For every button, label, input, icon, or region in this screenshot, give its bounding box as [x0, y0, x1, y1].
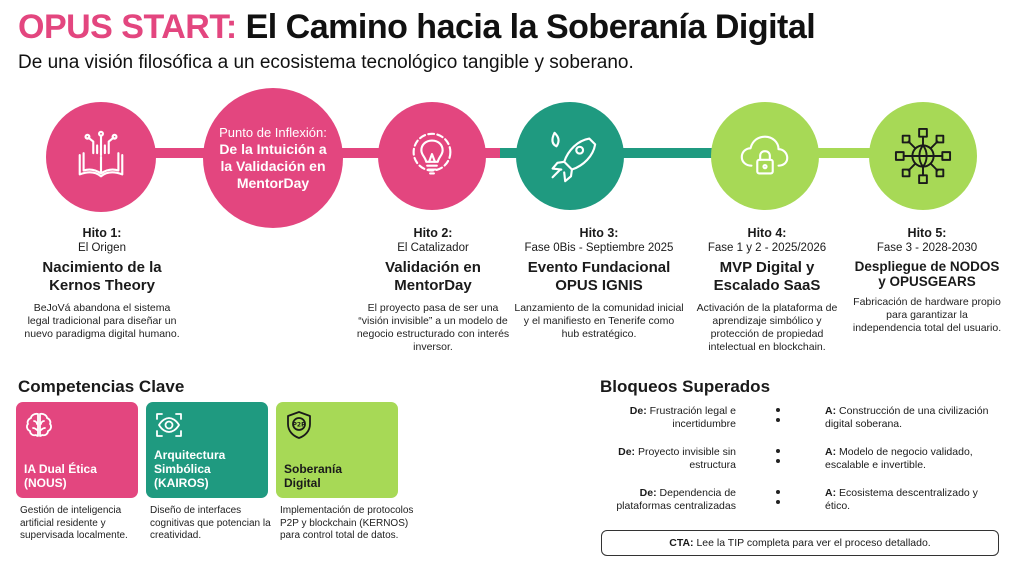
milestone-name: Nacimiento de la Kernos Theory	[42, 259, 162, 294]
a-label: A:	[825, 405, 837, 417]
inflection-point-circle	[203, 88, 343, 228]
title-accent: OPUS START:	[18, 8, 237, 46]
bloqueo-a-2	[825, 446, 995, 472]
milestone-4-circle	[711, 102, 819, 210]
milestone-5-circle	[869, 102, 977, 210]
competencia-description: Gestión de inteligencia artificial residente y supervisada localmente.	[20, 505, 128, 541]
cta-box[interactable]	[601, 530, 999, 556]
title-rest: El Camino hacia la Soberanía Digital	[236, 8, 816, 46]
milestone-description: Activación de la plataforma de aprendizaje simbólico y protección de propiedad intelectual en blockchain.	[696, 302, 838, 353]
bloqueo-a-3	[825, 487, 995, 513]
bloqueo-de-3	[596, 487, 736, 513]
milestone-4	[689, 226, 845, 354]
milestone-description: Lanzamiento de la comunidad inicial y el manifiesto en Tenerife como hub estratégico.	[514, 302, 684, 340]
bloqueo-arrow-2	[776, 445, 782, 469]
bloqueo-a-1	[825, 405, 995, 431]
milestone-1-circle	[46, 102, 156, 212]
lightbulb-gear-icon	[403, 127, 461, 185]
cta-text: Lee la TIP completa para ver el proceso detallado.	[696, 537, 931, 549]
milestone-subheading: El Origen	[78, 242, 126, 254]
milestone-heading: Hito 1:	[82, 226, 122, 240]
milestone-subheading: El Catalizador	[397, 242, 469, 254]
bloqueo-arrow-1	[776, 404, 782, 428]
milestone-description: BeJoVá abandona el sistema legal tradicional para diseñar un nuevo paradigma digital humano.	[24, 302, 180, 340]
bloqueo-de-1	[596, 405, 736, 431]
cta-label: CTA:	[669, 537, 694, 549]
milestone-subheading: Fase 0Bis - Septiembre 2025	[524, 242, 674, 254]
page-title	[18, 8, 815, 47]
shield-p2p-icon	[284, 410, 314, 440]
shield-p2p-text: P2P	[292, 421, 306, 429]
milestone-heading: Hito 2:	[413, 226, 453, 240]
milestone-name: Evento Fundacional OPUS IGNIS	[527, 259, 671, 294]
milestone-5	[852, 226, 1002, 335]
milestone-name: MVP Digital y Escalado SaaS	[713, 259, 821, 294]
competencia-label: Soberanía Digital	[284, 462, 343, 490]
bloqueo-de-2	[596, 446, 736, 472]
bloqueo-de-text: Dependencia de plataformas centralizadas	[616, 487, 736, 512]
book-network-icon	[72, 128, 130, 186]
cloud-lock-icon	[736, 127, 794, 185]
milestone-1	[22, 226, 182, 341]
milestone-name: Despliegue de NODOS y OPUSGEARS	[854, 259, 1000, 289]
bloqueo-de-text: Frustración legal e incertidumbre	[649, 405, 736, 430]
milestone-2	[353, 226, 513, 354]
competencia-label: Arquitectura Simbólica (KAIROS)	[154, 448, 226, 490]
bloqueo-de-text: Proyecto invisible sin estructura	[637, 446, 736, 471]
bloqueo-a-text: Ecosistema descentralizado y ético.	[825, 487, 978, 512]
competencia-card-kairos	[146, 402, 268, 498]
bloqueo-a-text: Construcción de una civilización digital soberana.	[825, 405, 989, 430]
milestone-heading: Hito 4:	[747, 226, 787, 240]
milestone-description: El proyecto pasa de ser una “visión invisible” a un modelo de negocio estructurado con interés inversor.	[356, 302, 510, 353]
brain-icon	[24, 410, 54, 440]
inflection-kicker: Punto de Inflexión:	[219, 124, 327, 140]
milestone-2-circle	[378, 102, 486, 210]
de-label: De:	[629, 405, 647, 417]
competencia-card-soberania	[276, 402, 398, 498]
page-subtitle: De una visión filosófica a un ecosistema tecnológico tangible y soberano.	[18, 52, 634, 73]
milestone-name: Validación en MentorDay	[385, 259, 481, 294]
de-label: De:	[639, 487, 657, 499]
competencia-description: Implementación de protocolos P2P y blockchain (KERNOS) para control total de datos.	[280, 505, 414, 541]
competencia-description: Diseño de interfaces cognitivas que potencian la creatividad.	[150, 505, 271, 541]
bloqueos-title: Bloqueos Superados	[600, 377, 771, 396]
globe-nodes-icon	[894, 127, 952, 185]
rocket-flame-icon	[541, 127, 599, 185]
milestone-heading: Hito 3:	[579, 226, 619, 240]
milestone-3	[514, 226, 684, 341]
de-label: De:	[618, 446, 636, 458]
bloqueo-arrow-3	[776, 486, 782, 510]
milestone-description: Fabricación de hardware propio para garantizar la independencia total del usuario.	[852, 296, 1002, 334]
bloqueo-a-text: Modelo de negocio validado, escalable e invertible.	[825, 446, 973, 471]
competencia-card-nous	[16, 402, 138, 498]
milestone-heading: Hito 5:	[907, 226, 947, 240]
inflection-title: De la Intuición a la Validación en MentorDay	[219, 140, 327, 191]
eye-scan-icon	[154, 410, 184, 440]
milestone-3-circle	[516, 102, 624, 210]
competencias-title: Competencias Clave	[18, 377, 185, 396]
a-label: A:	[825, 487, 837, 499]
competencia-label: IA Dual Ética (NOUS)	[24, 462, 97, 490]
milestone-subheading: Fase 1 y 2 - 2025/2026	[707, 242, 827, 254]
milestone-subheading: Fase 3 - 2028-2030	[876, 242, 978, 254]
a-label: A:	[825, 446, 837, 458]
